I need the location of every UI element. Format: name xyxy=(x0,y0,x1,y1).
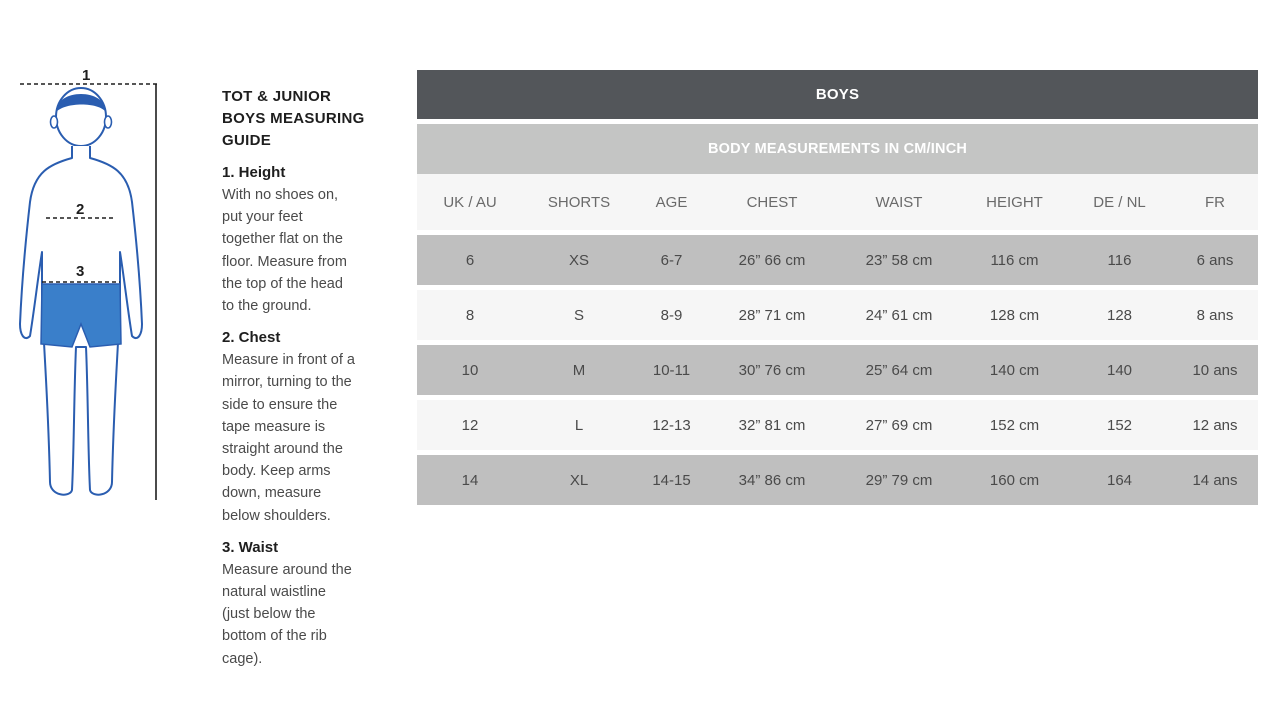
step-chest xyxy=(222,327,392,527)
table-cell: 30” 76 cm xyxy=(738,361,806,379)
column-header: CHEST xyxy=(746,193,798,211)
table-cell: 6-7 xyxy=(660,251,683,269)
table-cell: 10 xyxy=(461,361,479,379)
table-cell: 152 cm xyxy=(989,416,1040,434)
table-cell: 10 ans xyxy=(1192,361,1238,379)
table-cell: 26” 66 cm xyxy=(738,251,806,269)
table-cell: 14-15 xyxy=(652,471,691,489)
table-subtitle: BODY MEASUREMENTS IN CM/INCH xyxy=(417,124,1258,174)
table-cell: 34” 86 cm xyxy=(738,471,806,489)
table-cell: 8 ans xyxy=(1196,306,1234,324)
table-cell: XS xyxy=(568,251,589,269)
table-title: BOYS xyxy=(417,70,1258,119)
step-text: With no shoes on, put your feet together flat on the floor. Measure from the top of the head to the ground. xyxy=(222,187,347,315)
marker-3: 3 xyxy=(76,263,85,280)
step-text: Measure around the natural waistline (just below the bottom of the rib cage). xyxy=(222,561,352,667)
table-cell: 14 xyxy=(461,471,479,489)
table-cell: 116 xyxy=(1107,251,1132,269)
table-cell: 12 xyxy=(461,416,479,434)
child-silhouette-illustration xyxy=(10,62,170,507)
step-height xyxy=(222,162,392,317)
table-cell: 160 cm xyxy=(989,471,1040,489)
column-header: UK / AU xyxy=(443,193,497,211)
table-cell: 8-9 xyxy=(660,306,683,324)
size-chart-table xyxy=(417,70,1258,505)
body-measurement-figure xyxy=(10,62,170,507)
column-header: SHORTS xyxy=(547,193,611,211)
table-cell: 116 cm xyxy=(990,251,1039,269)
column-header: AGE xyxy=(655,193,688,211)
table-cell: 152 xyxy=(1106,416,1133,434)
table-cell: 28” 71 cm xyxy=(738,306,806,324)
table-cell: 23” 58 cm xyxy=(865,251,933,269)
table-cell: 8 xyxy=(465,306,475,324)
table-cell: 29” 79 cm xyxy=(865,471,933,489)
table-cell: 128 cm xyxy=(989,306,1040,324)
guide-title: TOT & JUNIOR BOYS MEASURING GUIDE xyxy=(222,88,365,149)
marker-2: 2 xyxy=(76,201,85,218)
table-cell: 140 xyxy=(1106,361,1133,379)
table-cell: 25” 64 cm xyxy=(865,361,933,379)
table-cell: L xyxy=(574,416,584,434)
table-cell: 12-13 xyxy=(652,416,691,434)
column-header: FR xyxy=(1205,193,1225,211)
marker-1: 1 xyxy=(82,67,91,84)
table-row xyxy=(417,235,1258,285)
step-heading: 3. Waist xyxy=(222,538,279,556)
table-cell: XL xyxy=(569,471,589,489)
table-cell: 14 ans xyxy=(1192,471,1238,489)
table-cell: 128 xyxy=(1106,306,1133,324)
step-text: Measure in front of a mirror, turning to the side to ensure the tape measure is straight around the body. Keep arms down, measure below shoulders. xyxy=(222,352,355,524)
table-row xyxy=(417,345,1258,395)
table-cell: 32” 81 cm xyxy=(738,416,806,434)
table-cell: 140 cm xyxy=(989,361,1040,379)
step-heading: 2. Chest xyxy=(222,329,281,347)
measuring-guide xyxy=(222,86,392,680)
column-header: WAIST xyxy=(875,193,923,211)
table-cell: 27” 69 cm xyxy=(865,416,933,434)
column-header: HEIGHT xyxy=(986,193,1043,211)
table-cell: S xyxy=(573,306,584,324)
table-cell: 6 xyxy=(465,251,475,269)
table-cell: 6 ans xyxy=(1196,251,1234,269)
table-cell: 164 xyxy=(1106,471,1133,489)
table-cell: M xyxy=(572,361,586,379)
table-cell: 10-11 xyxy=(652,361,691,379)
column-header: DE / NL xyxy=(1093,193,1146,211)
table-header-row xyxy=(417,174,1258,230)
step-waist xyxy=(222,537,392,670)
table-row xyxy=(417,400,1258,450)
table-cell: 12 ans xyxy=(1192,416,1238,434)
table-row xyxy=(417,455,1258,505)
table-row xyxy=(417,290,1258,340)
step-heading: 1. Height xyxy=(222,164,286,181)
table-cell: 24” 61 cm xyxy=(865,306,933,324)
